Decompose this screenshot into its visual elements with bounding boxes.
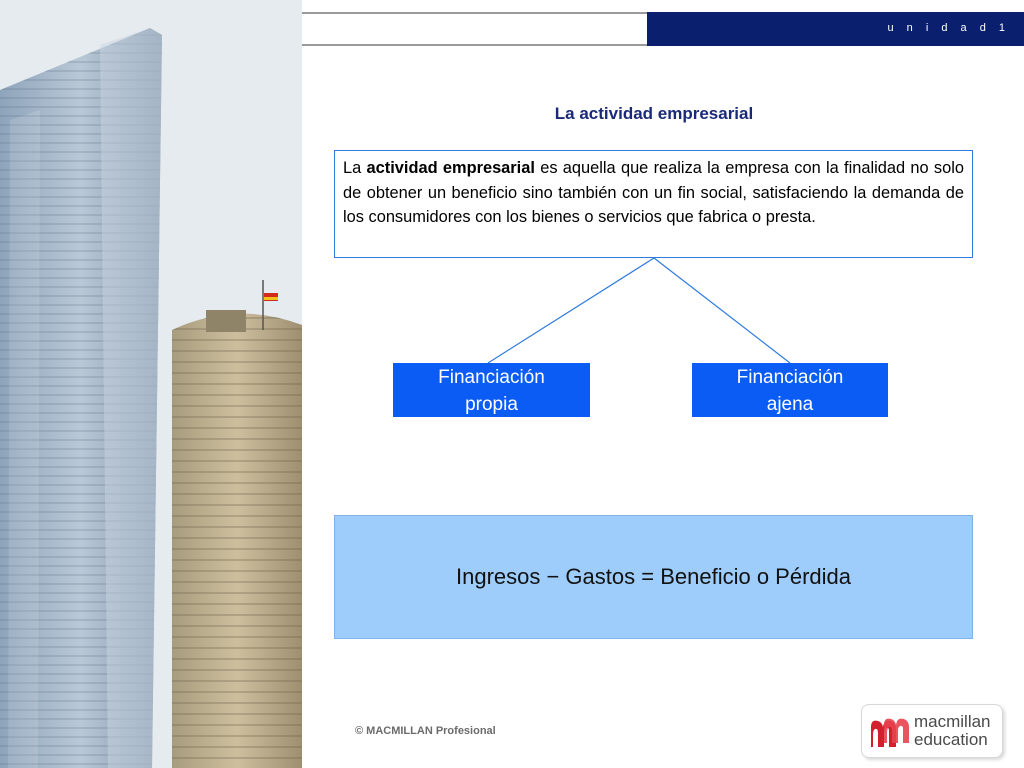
definition-box bbox=[334, 150, 973, 258]
header-bar-right bbox=[647, 12, 1024, 46]
buildings-photo bbox=[0, 0, 302, 768]
connector-left bbox=[488, 258, 654, 363]
financiacion-propia-line2: propia bbox=[465, 394, 518, 415]
formula-box bbox=[334, 515, 973, 639]
definition-body: es aquella que realiza la empresa con la finalidad no solo de obtener un beneficio sino también con un fin social, satisfaciendo la demanda de los consumidores con los bienes o servicios que fabrica o presta. bbox=[343, 159, 964, 226]
buildings-illustration bbox=[0, 0, 302, 768]
slide-title: La actividad empresarial bbox=[554, 104, 754, 123]
definition-lead: La bbox=[343, 159, 367, 177]
connector-right bbox=[654, 258, 790, 363]
financiacion-propia-box bbox=[393, 363, 590, 417]
financiacion-ajena-line2: ajena bbox=[766, 394, 814, 415]
definition-term: actividad empresarial bbox=[366, 159, 535, 177]
financiacion-propia-line1: Financiación bbox=[438, 367, 545, 388]
unit-label: u n i d a d 1 bbox=[887, 22, 1010, 34]
copyright-text: © MACMILLAN Profesional bbox=[355, 725, 496, 737]
formula-text: Ingresos − Gastos = Beneficio o Pérdida bbox=[455, 564, 851, 589]
header-bar-left bbox=[302, 12, 647, 46]
macmillan-logo bbox=[861, 704, 1003, 758]
logo-text-education: education bbox=[914, 730, 988, 749]
financiacion-ajena-line1: Financiación bbox=[736, 367, 844, 388]
logo-text-macmillan: macmillan bbox=[914, 712, 991, 731]
financiacion-ajena-box bbox=[692, 363, 888, 417]
macmillan-mark-icon bbox=[870, 713, 910, 749]
